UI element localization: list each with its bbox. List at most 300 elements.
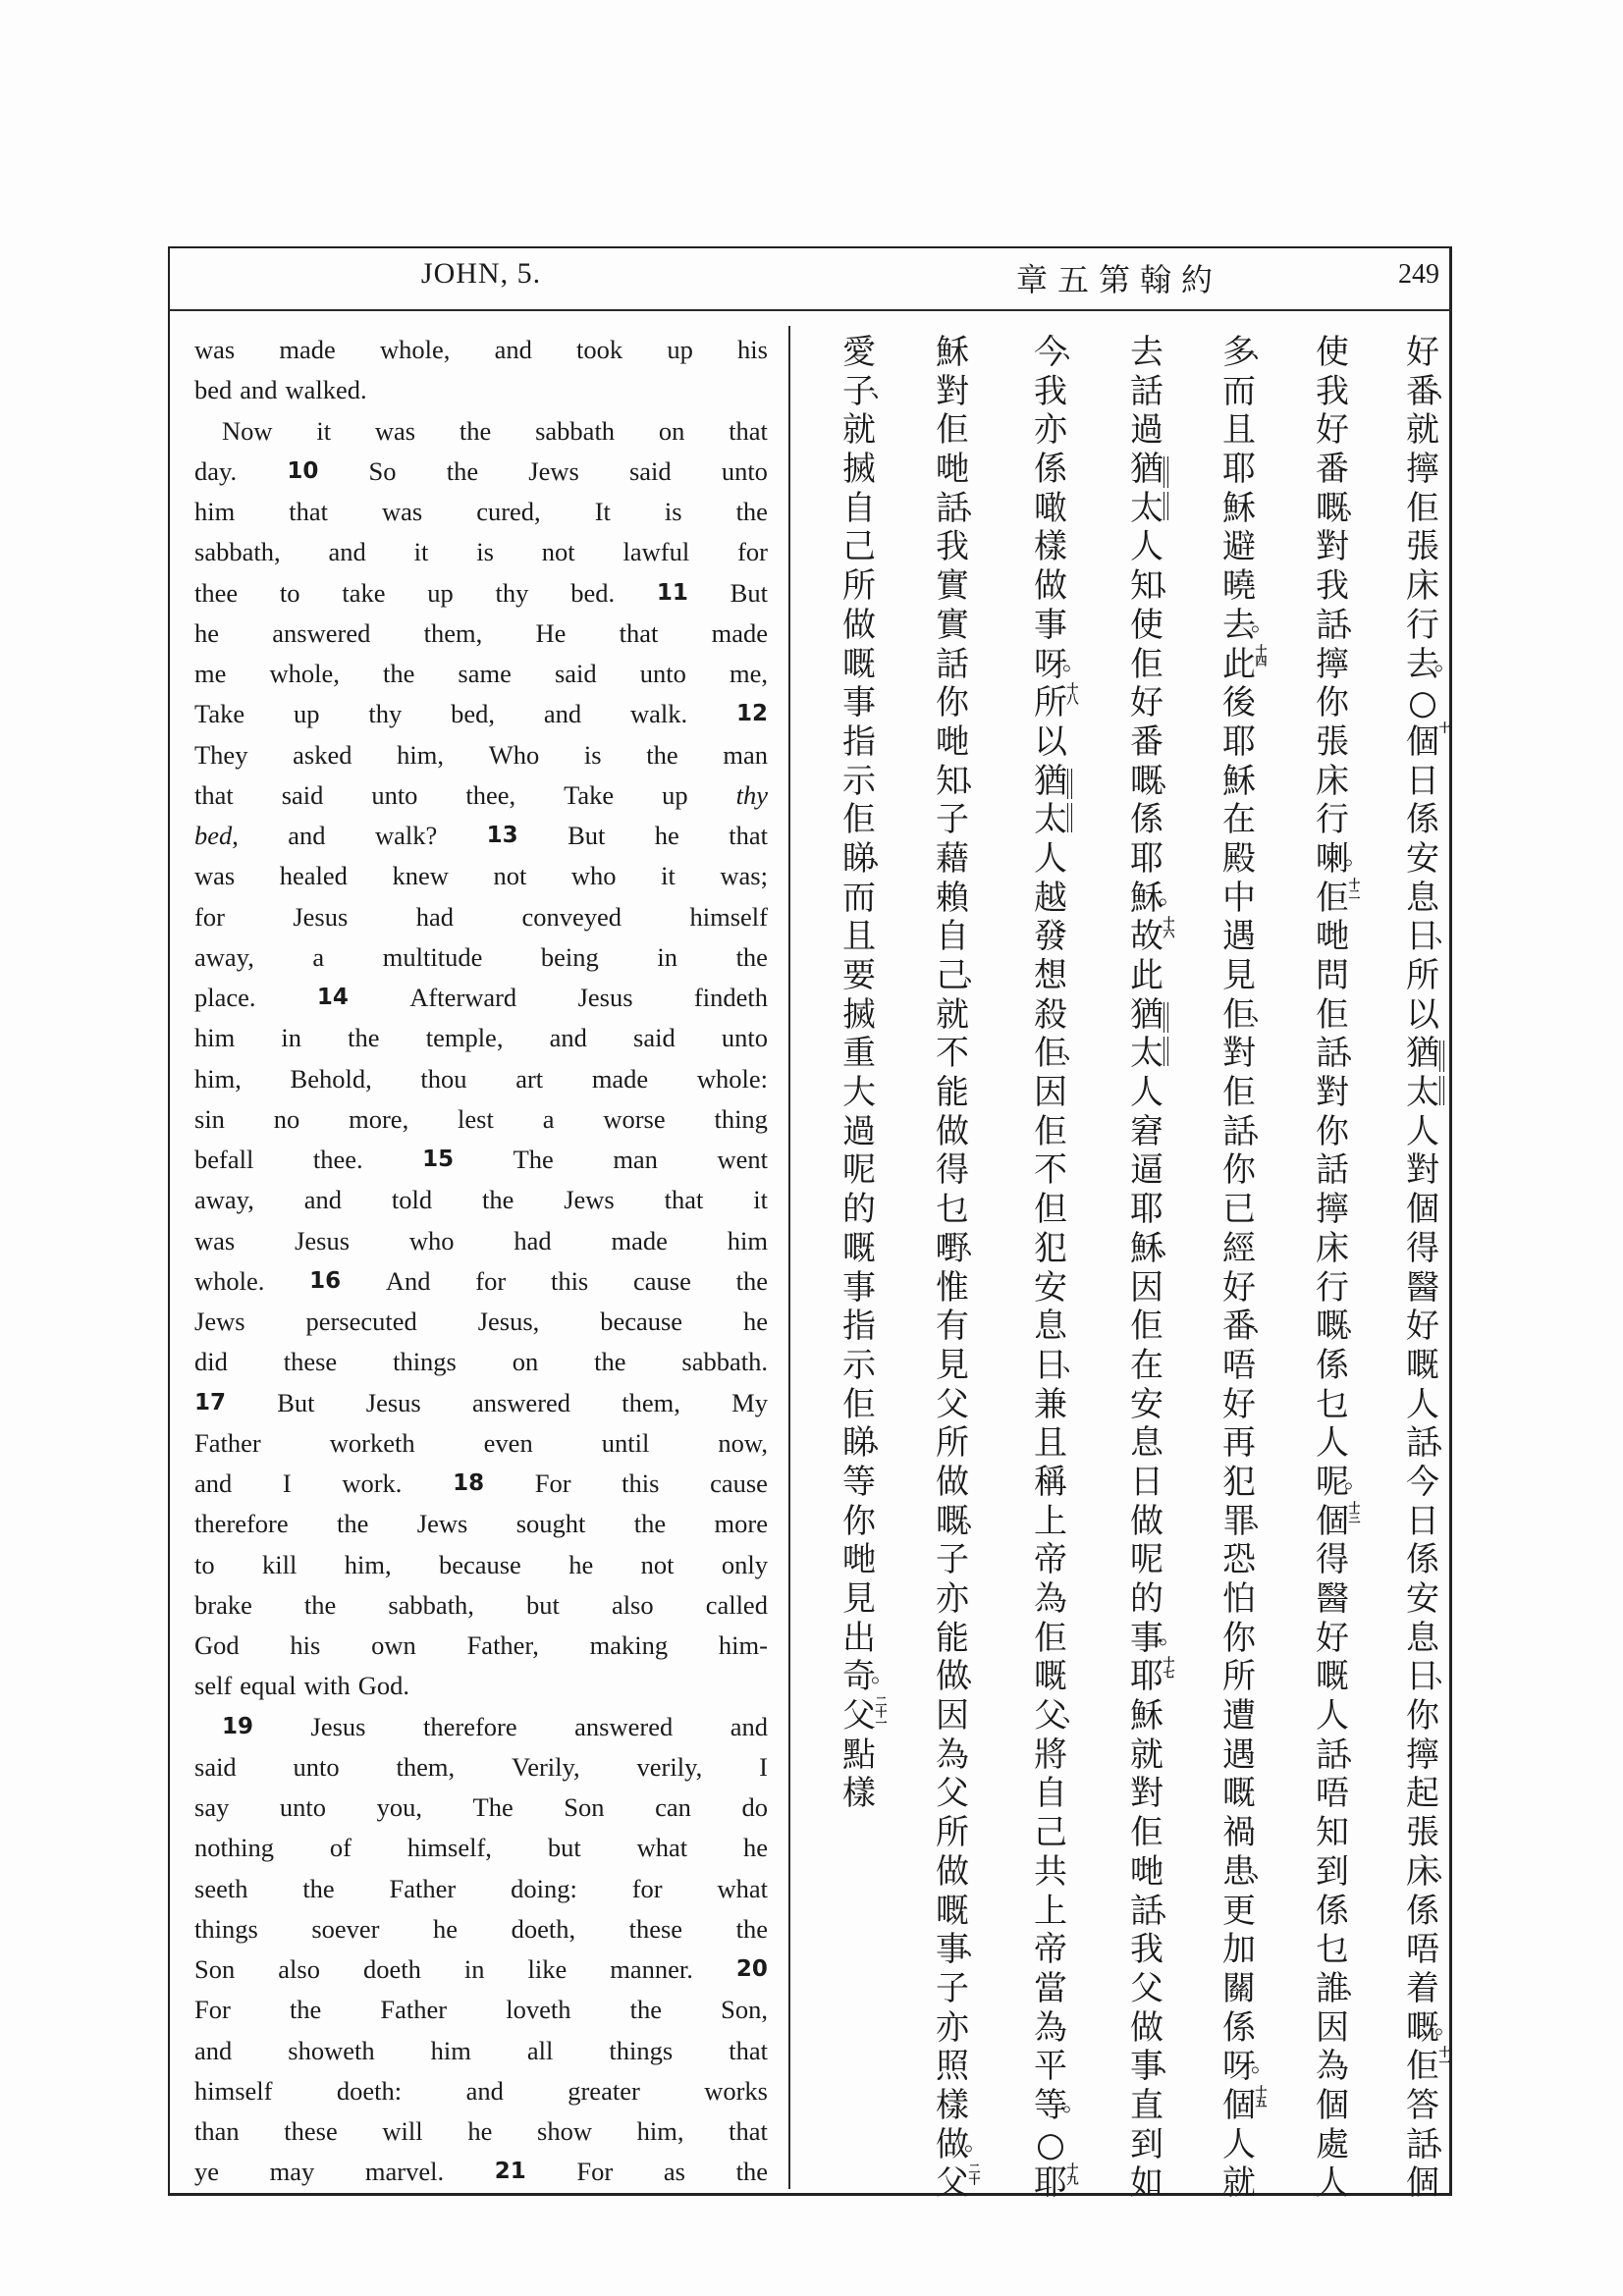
word: God. (357, 1671, 410, 1701)
chinese-character (923, 1736, 982, 1776)
word: his (737, 335, 768, 364)
punctuation-mark: 、 (871, 1426, 894, 1455)
word: say (194, 1792, 230, 1822)
word: he (654, 821, 679, 850)
glyph: 嘅 (1222, 1774, 1256, 1814)
glyph: 人 (1406, 1384, 1439, 1424)
chinese-character (1303, 1074, 1362, 1113)
glyph: 番 (1130, 721, 1163, 762)
glyph: 想 (1034, 956, 1067, 995)
punctuation-mark: 、 (964, 764, 988, 792)
punctuation-mark: 、 (1344, 1037, 1368, 1065)
glyph: 犯 (1034, 1228, 1067, 1268)
chinese-character (1021, 567, 1080, 607)
word: answered (574, 1711, 674, 1741)
chinese-character (1393, 1503, 1452, 1542)
word: the (646, 739, 678, 770)
word: not (541, 537, 575, 567)
glyph: 話 (1406, 2124, 1439, 2164)
chinese-character (1117, 1386, 1176, 1425)
italic-word: bed, (194, 821, 239, 850)
glyph: 息 (1406, 878, 1439, 918)
glyph: 床 (1406, 566, 1439, 607)
text-line (194, 1018, 768, 1058)
glyph: 窘 (1130, 1111, 1163, 1151)
word: things (609, 2035, 674, 2065)
chinese-character (1393, 1269, 1452, 1308)
glyph: 我 (1316, 566, 1349, 607)
chinese-character (830, 411, 889, 451)
glyph: 哋 (842, 1540, 876, 1580)
glyph: 加 (1222, 1930, 1256, 1970)
glyph: 呢 (842, 1150, 876, 1191)
glyph: 睇 (842, 838, 876, 879)
word: unto (279, 1792, 327, 1822)
glyph: 殺 (1034, 994, 1067, 1035)
glyph: 穌 (1130, 878, 1163, 918)
word: healed (279, 861, 348, 891)
glyph: 好 (1130, 683, 1163, 723)
chinese-character (1021, 801, 1080, 840)
word: It (594, 497, 611, 526)
chinese-character (1021, 2164, 1080, 2204)
glyph: 張 (1406, 1813, 1439, 1853)
word: seeth (194, 1873, 248, 1903)
chinese-character (830, 1423, 894, 1464)
word: he (194, 617, 220, 648)
chinese-character (1303, 1853, 1362, 1893)
glyph: 你 (936, 683, 969, 723)
word: and (494, 335, 532, 364)
glyph: 耶 (1130, 1190, 1163, 1230)
word: Jews (564, 1185, 615, 1215)
glyph: 誰 (1316, 1968, 1349, 2008)
chinese-character (1021, 644, 1086, 685)
word: Father, (466, 1630, 539, 1660)
chinese-character (1210, 411, 1269, 451)
chinese-character (1210, 1893, 1269, 1932)
word: Son, (721, 1995, 768, 2025)
word: with (303, 1671, 351, 1701)
glyph: 個 (1406, 1190, 1439, 1230)
word: me (194, 659, 227, 688)
chinese-character (1117, 1814, 1176, 1853)
chinese-character (1117, 1503, 1176, 1542)
word: But (277, 1387, 315, 1417)
word: because (438, 1549, 521, 1579)
glyph: 遭 (1222, 1696, 1256, 1736)
chinese-character (1117, 918, 1176, 957)
word: therefore (423, 1711, 517, 1741)
glyph: 做 (1130, 2007, 1163, 2048)
chinese-character (830, 1386, 889, 1425)
text-line (194, 1747, 768, 1788)
word: show (537, 2116, 592, 2146)
word: is (583, 739, 602, 770)
punctuation-mark: 、 (1159, 764, 1182, 792)
chinese-column (1117, 333, 1182, 2204)
chinese-character (1210, 528, 1269, 567)
glyph: 殿 (1222, 838, 1256, 879)
word: that (729, 415, 768, 446)
word: said (554, 659, 597, 688)
english-text-column (194, 330, 768, 2193)
chinese-character (1393, 1191, 1452, 1230)
chinese-character (830, 763, 889, 802)
word: same (458, 659, 512, 688)
punctuation-mark: 、 (1344, 1737, 1368, 1766)
word: My (731, 1387, 768, 1417)
glyph: 係 (1316, 1891, 1349, 1931)
glyph: 個 (1316, 2085, 1349, 2125)
word: for (194, 901, 225, 932)
chinese-character (923, 2124, 988, 2165)
chinese-character (1393, 1113, 1452, 1152)
word: the (735, 1913, 768, 1944)
glyph: 怕 (1222, 1579, 1256, 1619)
chinese-character (830, 723, 889, 763)
chinese-character (830, 880, 889, 919)
glyph: 話 (1316, 605, 1349, 645)
chinese-character (923, 723, 982, 763)
word: Father (194, 1427, 261, 1458)
glyph: 等 (1034, 2085, 1067, 2125)
chinese-character (1210, 918, 1269, 957)
glyph: 做 (1034, 566, 1067, 607)
chinese-character (1021, 411, 1080, 451)
glyph: 唔 (1406, 1930, 1439, 1970)
glyph: 嘢 (936, 1228, 969, 1268)
punctuation-mark: 、 (1251, 1309, 1274, 1338)
chinese-character (923, 2009, 982, 2049)
glyph: 呀 (1222, 2047, 1256, 2087)
glyph: 太 (1034, 800, 1067, 840)
word: called (705, 1589, 768, 1620)
word: them, (622, 1387, 680, 1417)
punctuation-mark: 、 (1159, 2050, 1182, 2078)
glyph: 在 (1130, 1345, 1163, 1385)
chinese-character (1117, 411, 1176, 451)
word: no (273, 1103, 300, 1134)
punctuation-mark: 、 (1062, 1699, 1086, 1728)
glyph: 將 (1034, 1735, 1067, 1775)
text-line (194, 1707, 768, 1747)
word: lest (458, 1103, 494, 1134)
glyph: 話 (1130, 1891, 1163, 1931)
glyph: 你 (1222, 1618, 1256, 1658)
chinese-character (923, 1386, 982, 1425)
punctuation-mark: 、 (1344, 491, 1368, 519)
word: them, (396, 1751, 456, 1782)
chinese-character (1303, 1424, 1362, 1464)
glyph: 穌 (1222, 761, 1256, 801)
chinese-character (1021, 1503, 1080, 1542)
glyph: 乜 (1316, 1384, 1349, 1424)
chinese-character (923, 1853, 982, 1893)
glyph: 奇 (842, 1657, 876, 1697)
chinese-character (923, 1580, 982, 1620)
chinese-character (1117, 761, 1182, 802)
chinese-text-columns (803, 333, 1458, 2204)
chinese-character (1210, 1851, 1274, 1893)
text-line (194, 1302, 768, 1342)
chinese-character (1021, 1230, 1080, 1269)
glyph: ○ (1408, 683, 1437, 723)
word: on (658, 415, 685, 446)
glyph: 做 (936, 1851, 969, 1892)
chinese-character (1303, 877, 1362, 919)
glyph: 再 (1222, 1423, 1256, 1464)
word: even (483, 1427, 533, 1458)
word: but (547, 1833, 581, 1863)
glyph: 乜 (936, 1190, 969, 1230)
chinese-character (1210, 684, 1269, 723)
glyph: 為 (1034, 2007, 1067, 2048)
glyph: 做 (1130, 1501, 1163, 1541)
glyph: 知 (1130, 566, 1163, 607)
running-head-english: JOHN, 5. (420, 257, 542, 290)
glyph: 所 (936, 1813, 969, 1853)
verse-number: 10 (287, 457, 319, 484)
chinese-character (1021, 1970, 1080, 2009)
glyph: 重 (842, 1034, 876, 1074)
word: him- (718, 1630, 768, 1660)
glyph: 以 (1034, 721, 1067, 762)
word: man (613, 1145, 658, 1174)
text-line (194, 2071, 768, 2111)
text-line (194, 492, 768, 532)
chinese-character (1117, 1113, 1176, 1152)
glyph: 你 (1222, 1150, 1256, 1191)
verse-number: 13 (486, 823, 518, 848)
verse-number: 19 (222, 1713, 254, 1739)
word: on (512, 1347, 539, 1377)
glyph: 中 (1222, 878, 1256, 918)
glyph: 人 (1406, 1111, 1439, 1151)
punctuation-mark: 。 (1344, 841, 1368, 870)
word: soever (311, 1913, 380, 1944)
punctuation-mark: 。 (871, 1660, 894, 1688)
glyph: 稱 (1034, 1462, 1067, 1502)
word: The (513, 1145, 554, 1174)
word: thy (368, 699, 403, 729)
chinese-character (1303, 801, 1362, 840)
word: for (631, 1873, 663, 1903)
chinese-character (1393, 1074, 1452, 1113)
verse-marker: 十九 (1065, 2163, 1079, 2185)
glyph: 父 (1130, 1968, 1163, 2008)
punctuation-mark: 。 (1251, 608, 1274, 636)
glyph: 己 (936, 956, 969, 995)
word: he (467, 2116, 493, 2146)
glyph: 穌 (1130, 1228, 1163, 1268)
word: day. (194, 455, 238, 486)
word: him (430, 2035, 471, 2065)
chinese-character (1393, 1035, 1452, 1074)
word: own (371, 1630, 416, 1660)
text-line (194, 654, 768, 694)
glyph: 佢 (1130, 644, 1163, 684)
chinese-character (1021, 840, 1080, 880)
glyph: 逼 (1130, 1150, 1163, 1191)
chinese-character (830, 528, 889, 567)
chinese-character (830, 1697, 889, 1736)
chinese-character (923, 607, 982, 646)
chinese-character (1021, 1113, 1080, 1152)
glyph: 嘅 (1316, 1307, 1349, 1347)
word: verily, (636, 1751, 703, 1782)
word: may (269, 2157, 315, 2187)
chinese-character (1117, 996, 1176, 1036)
glyph: 番 (1222, 1307, 1256, 1347)
glyph: 佢 (1222, 1073, 1256, 1113)
glyph: 擰 (1406, 1735, 1439, 1775)
chinese-character (1303, 1580, 1362, 1620)
chinese-character (1117, 1697, 1176, 1736)
chinese-character (1210, 1347, 1269, 1386)
word: these (283, 1347, 338, 1377)
word: befall (194, 1145, 254, 1174)
word: temple, (425, 1023, 504, 1053)
chinese-character (1393, 1580, 1452, 1620)
word: He (535, 617, 567, 648)
chinese-character (1210, 1111, 1274, 1152)
chinese-character (923, 334, 982, 373)
glyph: 着 (1406, 1968, 1439, 2008)
glyph: 安 (1034, 1267, 1067, 1308)
glyph: 日 (1406, 761, 1439, 801)
glyph: 父 (936, 2163, 969, 2204)
chinese-character (1021, 1464, 1080, 1503)
word: did (194, 1347, 228, 1377)
glyph: 佢 (1034, 1034, 1067, 1074)
glyph: 自 (842, 488, 876, 528)
word: can (655, 1792, 691, 1822)
punctuation-mark: 、 (964, 1504, 988, 1532)
text-line (194, 937, 768, 978)
chinese-character (1021, 1269, 1080, 1308)
word: sin (194, 1103, 225, 1134)
glyph: 話 (1316, 1735, 1349, 1775)
glyph: 就 (1406, 410, 1439, 451)
word: self (194, 1671, 233, 1701)
chinese-column (1393, 333, 1458, 2204)
glyph: 自 (936, 917, 969, 957)
chinese-character (1210, 880, 1269, 919)
chinese-character (1210, 1191, 1269, 1230)
verse-marker: 十三 (1347, 1500, 1361, 1522)
chinese-character (1393, 1423, 1458, 1464)
word: and (328, 537, 366, 567)
glyph: 我 (1316, 371, 1349, 411)
glyph: 佢 (1316, 878, 1349, 918)
word: sought (515, 1509, 586, 1539)
word: unto (293, 1751, 340, 1782)
glyph: 好 (1316, 1618, 1349, 1658)
word: more, (349, 1103, 409, 1134)
running-head-chinese: 章五第翰約 (1015, 261, 1222, 298)
word: Jesus (293, 901, 349, 932)
text-line (194, 1140, 768, 1180)
text-line (194, 816, 768, 856)
chinese-character (1303, 1893, 1362, 1932)
chinese-character (1210, 451, 1269, 490)
word: not (640, 1549, 675, 1579)
chinese-character (923, 1541, 982, 1580)
chinese-character (1117, 1464, 1176, 1503)
word: whole, (379, 335, 451, 364)
chinese-character (1303, 411, 1362, 451)
verse-marker: 十八 (1065, 682, 1079, 705)
glyph: 對 (1316, 1073, 1349, 1113)
punctuation-mark: 、 (1434, 1426, 1458, 1455)
glyph: 個 (1316, 1501, 1349, 1541)
word: took (576, 335, 623, 364)
glyph: 搣 (842, 994, 876, 1035)
glyph: 耶 (1034, 2163, 1067, 2204)
chinese-character (830, 1113, 889, 1152)
word: that (289, 497, 328, 526)
glyph: 係 (1406, 1891, 1439, 1931)
page-number: 249 (1398, 259, 1439, 290)
chinese-character (1117, 2164, 1176, 2204)
glyph: 行 (1316, 800, 1349, 840)
word: kill (262, 1549, 298, 1579)
glyph: 耶 (1222, 721, 1256, 762)
glyph: 日 (1130, 1462, 1163, 1502)
text-line (194, 1788, 768, 1828)
chinese-character (1303, 1931, 1362, 1970)
chinese-character (1303, 451, 1362, 490)
text-line (194, 1990, 768, 2030)
glyph: 所 (1034, 683, 1067, 723)
punctuation-mark: 。 (1251, 2050, 1274, 2078)
glyph: 經 (1222, 1228, 1256, 1268)
chinese-character (830, 838, 894, 880)
chinese-character (1210, 1736, 1269, 1776)
chinese-character (1021, 1931, 1080, 1970)
punctuation-mark: 。 (1062, 2088, 1086, 2116)
glyph: 己 (1034, 1813, 1067, 1853)
word: persecuted (305, 1307, 417, 1336)
glyph: 人 (1034, 838, 1067, 879)
text-line (194, 1464, 768, 1504)
word: himself, (406, 1833, 492, 1863)
word: for (737, 537, 768, 567)
chinese-character (1117, 1580, 1176, 1620)
word: he (742, 1833, 768, 1863)
verse-marker: 十五 (1254, 2084, 1268, 2107)
glyph: 人 (1316, 2163, 1349, 2204)
chinese-character (1021, 918, 1080, 957)
word: the (735, 497, 768, 526)
word: asked (293, 739, 352, 770)
word: also (278, 1954, 320, 1984)
chinese-character (1393, 957, 1452, 996)
chinese-character (1303, 1307, 1368, 1347)
word: Jesus (310, 1711, 366, 1741)
chinese-character (1393, 2007, 1458, 2049)
glyph: 處 (1316, 2124, 1349, 2164)
glyph: 已 (1222, 1190, 1256, 1230)
word: and (194, 1468, 233, 1498)
glyph: 所 (842, 566, 876, 607)
chinese-character (1393, 528, 1452, 567)
word: in (463, 1954, 485, 1984)
word: cause (710, 1468, 768, 1498)
glyph: 所 (1406, 956, 1439, 995)
glyph: 你 (1406, 1696, 1439, 1736)
